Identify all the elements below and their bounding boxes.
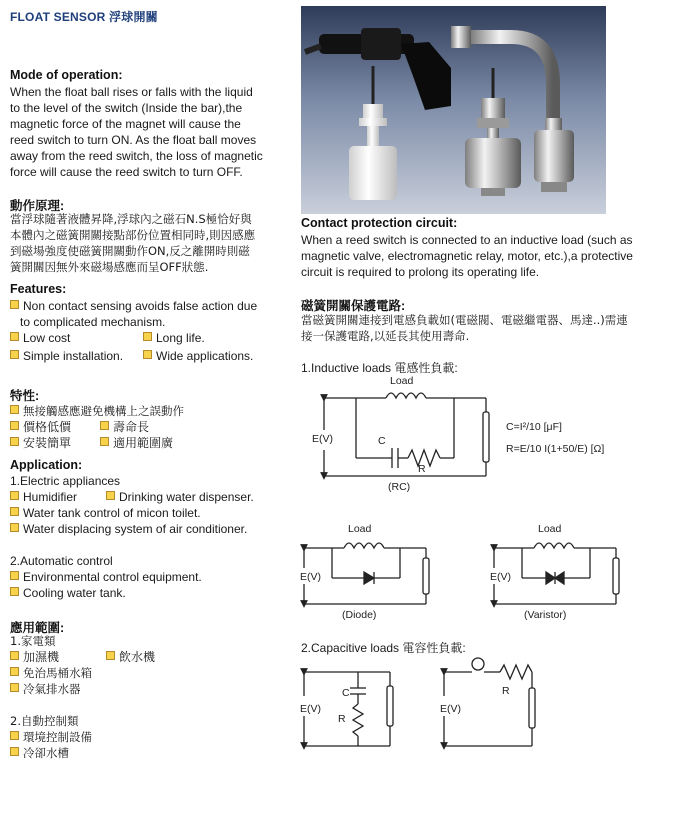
rc-load-label: Load	[390, 375, 414, 387]
list-item	[10, 665, 300, 681]
bullet-icon	[100, 437, 109, 446]
capacitive-lamp-circuit	[444, 658, 535, 746]
list-item-text: 安裝簡單	[23, 436, 72, 450]
tex-list	[10, 403, 300, 451]
mode-line: away from the reed switch, the loss of magnetic	[10, 149, 263, 163]
range-list	[10, 633, 300, 761]
list-col2	[143, 348, 253, 364]
list-col2	[100, 435, 173, 451]
diode-load-label: Load	[348, 523, 372, 535]
mode-line: to the level of the switch (Inside the bar),the	[10, 101, 243, 115]
list-item-text: Simple installation.	[23, 349, 124, 363]
list-item-text: 價格低價	[23, 420, 72, 434]
bullet-icon	[10, 437, 19, 446]
lamp-r-label: R	[502, 685, 510, 697]
product-photo	[301, 6, 606, 214]
diode-ev-label: E(V)	[300, 571, 321, 583]
bullet-icon	[10, 332, 19, 341]
list-item-text: 免治馬桶水箱	[23, 666, 92, 680]
varistor-ev-label: E(V)	[490, 571, 511, 583]
formula-c: C=I²/10 [μF]	[506, 421, 562, 433]
cap-ev-label: E(V)	[300, 703, 321, 715]
bullet-icon	[100, 421, 109, 430]
bullet-icon	[10, 491, 19, 500]
bullet-icon	[10, 747, 19, 756]
bullet-icon	[106, 491, 115, 500]
list-item	[10, 745, 300, 761]
bullet-icon	[10, 300, 19, 309]
list-item-text: 無接觸感應避免機構上之誤動作	[23, 404, 184, 418]
list-row	[10, 330, 300, 346]
application-heading: Application:	[10, 458, 83, 472]
list-row	[10, 419, 300, 435]
principle-line: 到磁場強度使磁簧開關動作ON,反之離開時則磁	[10, 244, 250, 258]
mode-text	[10, 84, 295, 180]
list-item	[10, 569, 300, 585]
list-item-text: Drinking water dispenser.	[119, 490, 254, 504]
list-item-text: 飲水機	[119, 650, 156, 664]
list-row	[10, 489, 300, 505]
cap-c-label: C	[342, 687, 350, 699]
contact-line: magnetic valve, electromagnetic relay, motor, etc.),a protective	[301, 249, 633, 263]
bullet-icon	[10, 731, 19, 740]
circuit-diagrams	[296, 372, 686, 812]
principle-line: 簧開關因無外來磁場感應而呈OFF狀態.	[10, 260, 209, 274]
mode-line: reed switch to turn ON. As the float ball moves	[10, 133, 257, 147]
tex-heading: 特性:	[10, 389, 40, 403]
list-item-text: 環境控制設備	[23, 730, 92, 744]
bullet-icon	[10, 405, 19, 414]
list-col2	[106, 489, 254, 505]
features-list	[10, 298, 300, 364]
bullet-icon	[143, 350, 152, 359]
list-item	[10, 505, 300, 521]
list-item	[10, 298, 300, 314]
bullet-icon	[106, 651, 115, 660]
list-row	[10, 435, 300, 451]
range-group-2: 2.自動控制類	[10, 714, 79, 728]
cap-r-label: R	[338, 713, 346, 725]
list-row	[10, 649, 300, 665]
contact-heading: Contact protection circuit:	[301, 216, 458, 230]
list-item-text: Cooling water tank.	[23, 586, 126, 600]
app-group-1: 1.Electric appliances	[10, 474, 121, 488]
principle-line: 當浮球隨著液體昇降,浮球內之磁石N.S極恰好與	[10, 212, 252, 226]
mode-line: magnetic force of the magnet will cause the	[10, 117, 241, 131]
list-item-text: 冷氣排水器	[23, 682, 81, 696]
list-item-text: 壽命長	[113, 420, 150, 434]
rc-c-label: C	[378, 435, 386, 447]
list-item-text: Water tank control of micon toilet.	[23, 506, 201, 520]
float-sensor-illustration	[301, 6, 606, 214]
varistor-load-label: Load	[538, 523, 562, 535]
list-item-text: Non contact sensing avoids false action due	[23, 299, 258, 313]
application-list	[10, 473, 300, 601]
mode-heading: Mode of operation:	[10, 68, 123, 82]
principle-line: 本體內之磁簧開關接點部份位置相同時,則因感應	[10, 228, 256, 242]
bullet-icon	[143, 332, 152, 341]
bullet-icon	[10, 523, 19, 532]
formula-r: R=E/10 I(1+50/E) [Ω]	[506, 443, 605, 455]
diode-circuit	[304, 543, 429, 604]
list-item	[10, 403, 300, 419]
diode-caption: (Diode)	[342, 609, 377, 621]
list-item-text: Environmental control equipment.	[23, 570, 202, 584]
list-col2	[100, 419, 149, 435]
contact-line: When a reed switch is connected to an inductive load (such as	[301, 233, 633, 247]
rc-ev-label: E(V)	[312, 433, 333, 445]
list-item-text: 冷卻水槽	[23, 746, 69, 760]
app-group-2: 2.Automatic control	[10, 554, 113, 568]
varistor-caption: (Varistor)	[524, 609, 567, 621]
rc-r-label: R	[418, 463, 426, 475]
contact-text	[301, 232, 681, 280]
rc-circuit	[324, 393, 489, 476]
principle-text	[10, 211, 300, 275]
principle-heading: 動作原理:	[10, 199, 65, 213]
list-col2	[143, 330, 205, 346]
list-item-text: 加濕機	[23, 650, 60, 664]
varistor-circuit	[494, 543, 619, 604]
contact-line: circuit is required to prolong its operating life.	[301, 265, 540, 279]
black-float-sensor	[305, 28, 451, 110]
inductive-title: 1.Inductive loads 電感性負載:	[301, 361, 458, 375]
capacitive-title: 2.Capacitive loads 電容性負載:	[301, 641, 466, 655]
range-heading: 應用範圍:	[10, 621, 65, 635]
stainless-straight-sensor	[465, 68, 521, 196]
list-item-text: Long life.	[156, 331, 205, 345]
list-row	[10, 348, 300, 364]
list-item	[10, 585, 300, 601]
list-item-text: Wide applications.	[156, 349, 254, 363]
mode-line: force will cause the reed switch to turn OFF.	[10, 165, 243, 179]
lamp-ev-label: E(V)	[440, 703, 461, 715]
list-item-text: Humidifier	[23, 490, 78, 504]
list-item	[10, 521, 300, 537]
mode-line: When the float ball rises or falls with the liquid	[10, 85, 253, 99]
bullet-icon	[10, 651, 19, 660]
contact-cn-text	[301, 312, 681, 344]
list-col2	[106, 649, 155, 665]
contact-cn-line: 當磁簧開關連接到電感負載如(電磁閥、電磁繼電器、馬達..)需連	[301, 313, 628, 327]
bullet-icon	[10, 667, 19, 676]
bullet-icon	[10, 683, 19, 692]
bullet-icon	[10, 587, 19, 596]
list-item	[10, 681, 300, 697]
range-group-1: 1.家電類	[10, 634, 56, 648]
contact-cn-line: 接一保護電路,以延長其使用壽命.	[301, 329, 470, 343]
bullet-icon	[10, 350, 19, 359]
bullet-icon	[10, 571, 19, 580]
list-item-text: Low cost	[23, 331, 71, 345]
white-float-sensor	[349, 66, 397, 200]
bullet-icon	[10, 507, 19, 516]
contact-cn-heading: 磁簧開關保護電路:	[301, 299, 406, 313]
page-title: FLOAT SENSOR 浮球開關	[10, 10, 158, 24]
list-item-text: 適用範圍廣	[113, 436, 174, 450]
list-item	[10, 729, 300, 745]
features-heading: Features:	[10, 282, 67, 296]
bullet-icon	[10, 421, 19, 430]
list-item-text: Water displacing system of air conditioner.	[23, 522, 248, 536]
list-item-cont: to complicated mechanism.	[20, 315, 166, 329]
rc-caption: (RC)	[388, 481, 411, 493]
